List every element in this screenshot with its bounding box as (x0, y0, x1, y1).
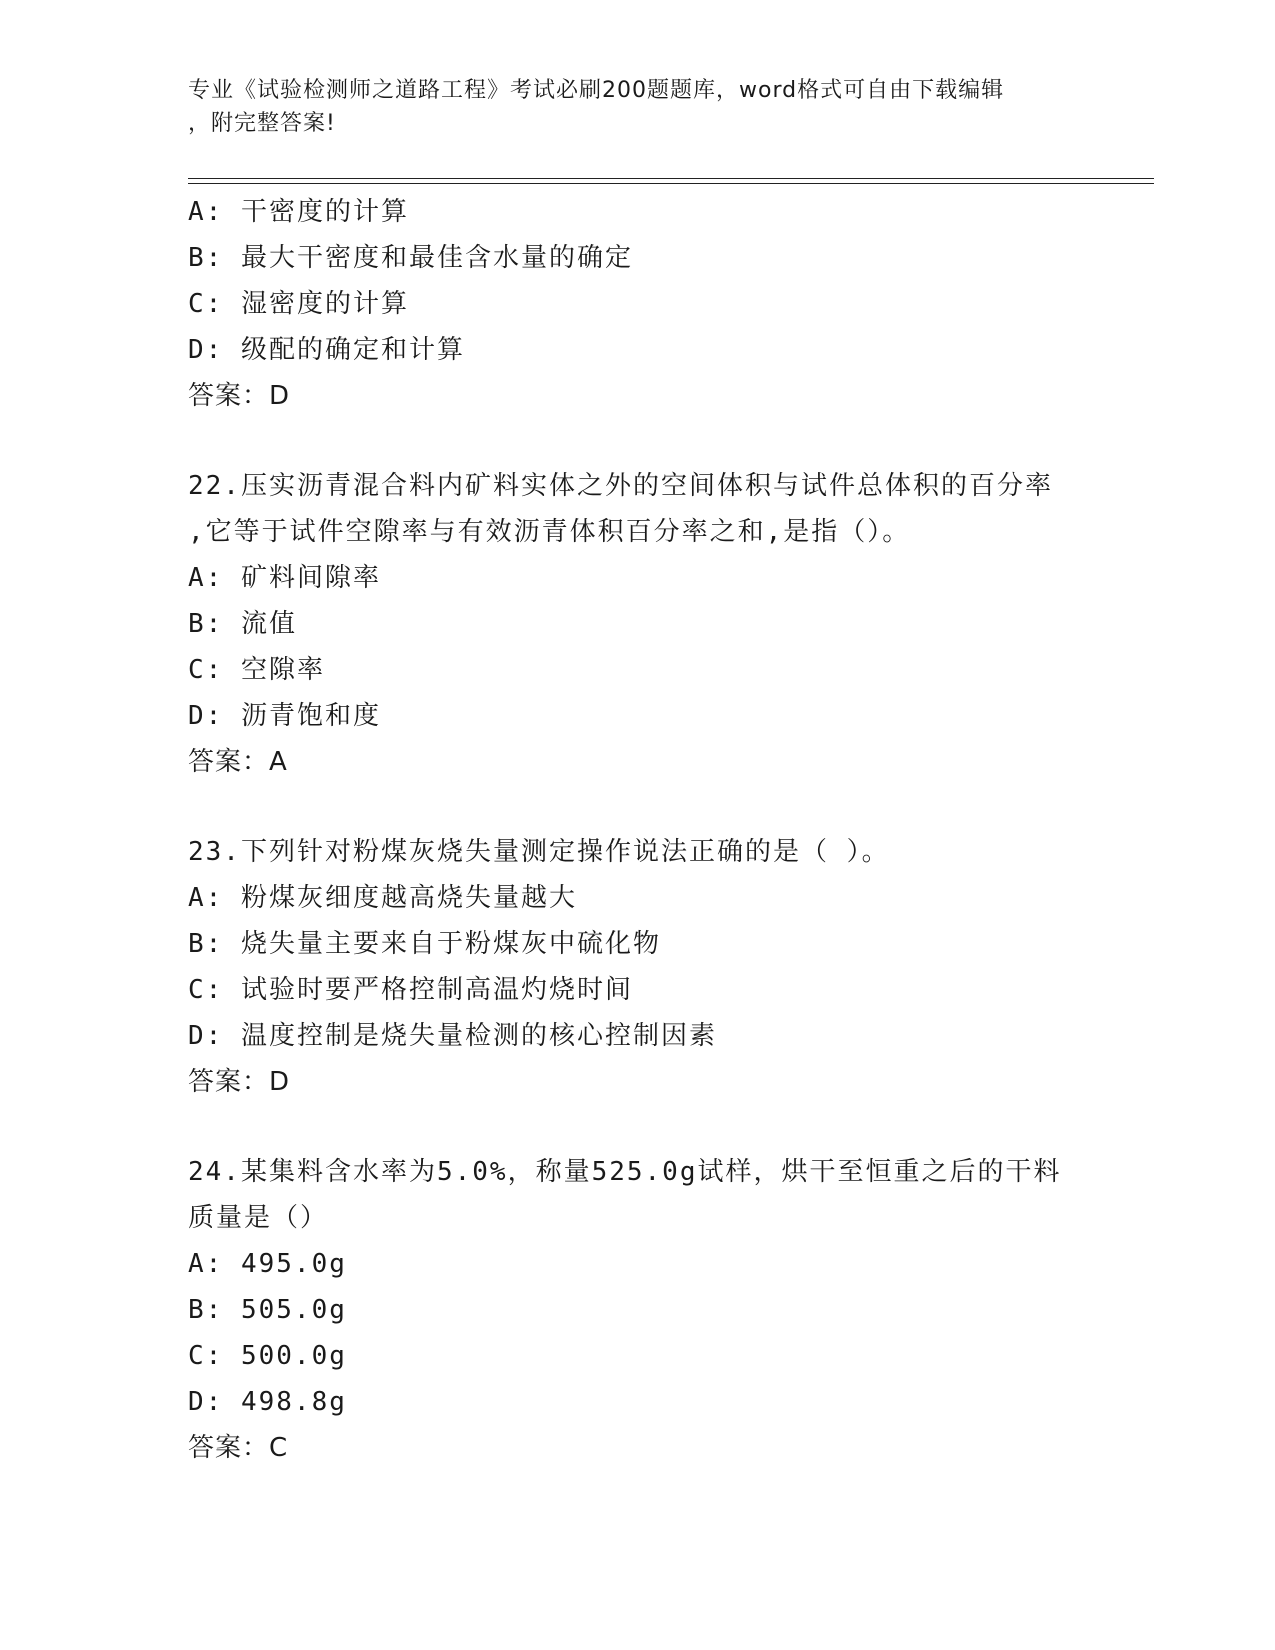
option-c: C: 试验时要严格控制高温灼烧时间 (188, 975, 633, 1005)
header-title-line-2: ，附完整答案! (188, 111, 336, 136)
document-header (188, 74, 1068, 140)
answer: 答案：D (188, 1067, 291, 1097)
question-22 (188, 463, 1088, 785)
option-a: A: 粉煤灰细度越高烧失量越大 (188, 883, 577, 913)
option-c: C: 湿密度的计算 (188, 289, 409, 319)
question-text-line-1: 23.下列针对粉煤灰烧失量测定操作说法正确的是（ ）。 (188, 837, 890, 867)
option-d: D: 498.8g (188, 1387, 347, 1417)
question-21 (188, 189, 1088, 419)
option-c: C: 500.0g (188, 1341, 347, 1371)
answer: 答案：C (188, 1433, 289, 1463)
option-d: D: 温度控制是烧失量检测的核心控制因素 (188, 1021, 717, 1051)
option-b: B: 烧失量主要来自于粉煤灰中硫化物 (188, 929, 661, 959)
answer: 答案：A (188, 747, 288, 777)
option-a: A: 干密度的计算 (188, 197, 409, 227)
option-a: A: 495.0g (188, 1249, 347, 1279)
question-text-line-1: 24.某集料含水率为5.0%，称量525.0g试样，烘干至恒重之后的干料 (188, 1157, 1062, 1187)
option-d: D: 沥青饱和度 (188, 701, 381, 731)
header-title-line-1: 专业《试验检测师之道路工程》考试必刷200题题库，word格式可自由下载编辑 (188, 78, 1005, 103)
header-divider (188, 178, 1154, 184)
answer: 答案：D (188, 381, 291, 411)
question-23 (188, 829, 1088, 1105)
option-b: B: 最大干密度和最佳含水量的确定 (188, 243, 633, 273)
option-d: D: 级配的确定和计算 (188, 335, 465, 365)
option-b: B: 505.0g (188, 1295, 347, 1325)
question-text-line-2: 质量是（） (188, 1203, 329, 1233)
question-list (188, 189, 1088, 1471)
option-a: A: 矿料间隙率 (188, 563, 381, 593)
option-c: C: 空隙率 (188, 655, 325, 685)
option-b: B: 流值 (188, 609, 297, 639)
question-text-line-2: ,它等于试件空隙率与有效沥青体积百分率之和,是指（）。 (188, 517, 911, 547)
question-text-line-1: 22.压实沥青混合料内矿料实体之外的空间体积与试件总体积的百分率 (188, 471, 1053, 501)
question-24 (188, 1149, 1088, 1471)
